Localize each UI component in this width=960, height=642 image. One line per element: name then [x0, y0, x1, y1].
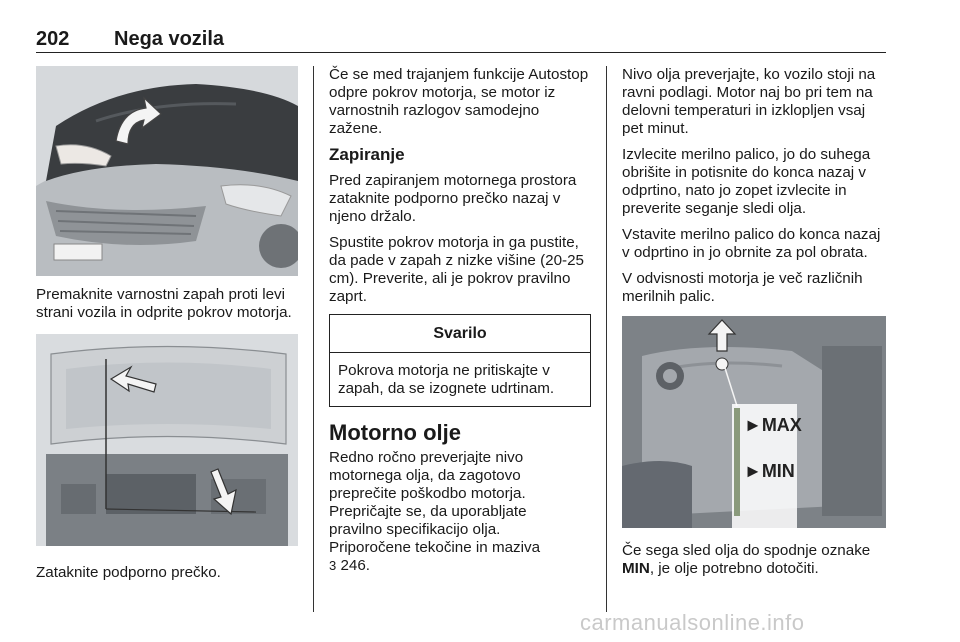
caption-open-hood: Premaknite varnostni zapah proti levi strani vozila in odprite pokrov motorja. [36, 286, 292, 321]
column-divider [606, 66, 607, 612]
oil-check-paragraph-3: Vstavite merilno palico do konca nazaj v odprtino in jo obrnite za pol obrata. [622, 226, 881, 261]
prop-rod-illustration [36, 334, 298, 546]
warning-text: Pokrova motorja ne pritiskajte v zapah, da se izognete udrtinam. [338, 362, 555, 397]
closing-paragraph-1: Pred zapiranjem motornega prostora zataknite podporno prečko nazaj v njeno držalo. [329, 172, 577, 225]
hood-latch-illustration [36, 66, 298, 276]
warning-box [329, 314, 591, 407]
oil-check-paragraph-1: Nivo olja preverjajte, ko vozilo stoji na ravni podlagi. Motor naj bo pri tem na delovni temperaturi in izklopljen vsaj pet minut. [622, 66, 876, 137]
dipstick-min-mark: ►MIN [744, 461, 795, 481]
reference-page: 246. [336, 557, 371, 574]
caption-prop-rod: Zataknite podporno prečko. [36, 564, 221, 581]
column-divider [313, 66, 314, 612]
reference-arrow-icon: 3 [329, 558, 337, 573]
section-title: Nega vozila [114, 28, 225, 50]
closing-heading: Zapiranje [329, 145, 405, 164]
oil-line: Redno ročno preverjajte nivo [329, 449, 524, 466]
min-label: MIN [622, 560, 650, 577]
column-left [36, 66, 298, 590]
engine-oil-intro [329, 449, 591, 575]
closing-paragraph-2: Spustite pokrov motorja in ga pustite, da pade v zapah z nizke višine (20-25 cm). Preverite, ali je pokrov pravilno zaprt. [329, 234, 584, 305]
warning-title: Svarilo [330, 315, 590, 353]
dipstick-max-mark: ►MAX [744, 415, 802, 435]
oil-line: motornega olja, da zagotovo [329, 467, 521, 484]
page-header [36, 28, 886, 53]
oil-check-paragraph-4: V odvisnosti motorja je več različnih merilnih palic. [622, 270, 863, 305]
column-right [622, 66, 888, 586]
topup-text-end: , je olje potrebno dotočiti. [649, 560, 819, 577]
oil-line: Priporočene tekočine in maziva [329, 539, 541, 556]
oil-topup-paragraph [622, 542, 888, 578]
column-middle [329, 66, 591, 575]
page-number: 202 [36, 28, 70, 50]
topup-text: Če sega sled olja do spodnje oznake [622, 542, 871, 559]
engine-oil-heading: Motorno olje [329, 420, 461, 445]
page-reference [329, 557, 591, 575]
oil-line: pravilno specifikacijo olja. [329, 521, 501, 538]
dipstick-illustration [622, 316, 886, 528]
oil-line: Prepričajte se, da uporabljate [329, 503, 527, 520]
oil-check-paragraph-2: Izvlecite merilno palico, jo do suhega obrišite in potisnite do konca nazaj v odprtino, nato jo zopet izvlecite in preverite seganje sledi olja. [622, 146, 871, 217]
watermark: carmanualsonline.info [580, 610, 805, 635]
oil-line: preprečite poškodbo motorja. [329, 485, 526, 502]
autostop-paragraph: Če se med trajanjem funkcije Autostop odpre pokrov motorja, se motor iz varnostnih razlogov samodejno zažene. [329, 66, 589, 137]
